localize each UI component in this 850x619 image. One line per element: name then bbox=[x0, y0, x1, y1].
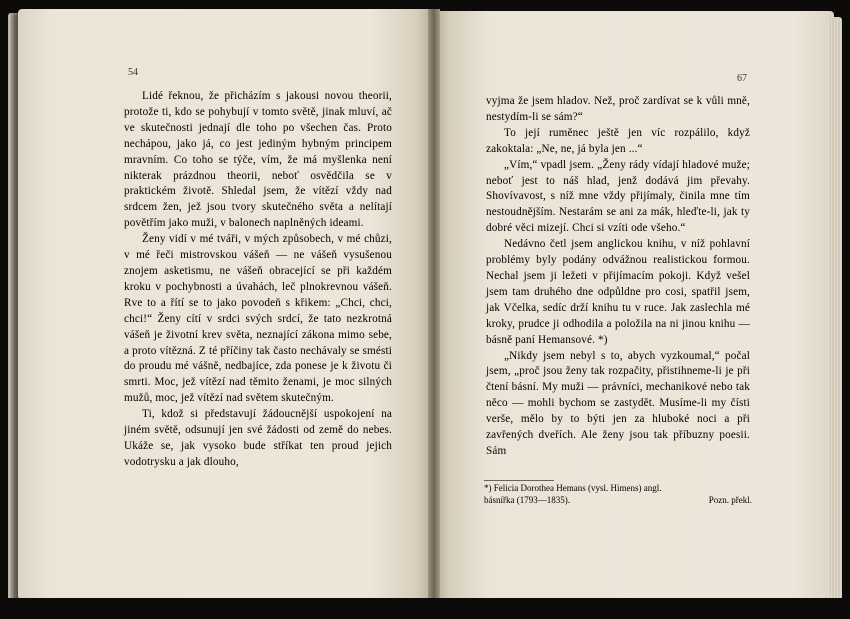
footnote-divider bbox=[484, 480, 554, 481]
footnote-credit: Pozn. překl. bbox=[708, 495, 752, 505]
paragraph: „Nikdy jsem nebyl s to, abych vyzkoumal,“ počal jsem, „proč jsou ženy tak rozpačity, přistihneme-li je při čtení básní. My muži — právníci, mechanikové nebo tak něco — mohli bychom se zastydět. Musíme-li my čísti verše, mělo by to býti jen za hluboké noci a při zavřených dveřích. Ale ženy jsou tak příbuzny poesii. Sám bbox=[486, 349, 750, 457]
paragraph: Ženy vidí v mé tváři, v mých způsobech, v mé chůzi, v mé řeči mistrovskou vášeň — ne vášeň vysušenou znojem asketismu, ne vášeň obracející se při každém kroku v pochybnosti a úvahách, leč plnokrevnou vášeň. Rve to a řítí se to jako povodeň s křikem: „Chci, chci, chci!“ Ženy cítí v srdci svých srdcí, že tato nezkrotná vášeň je životní krev světa, neznající zákona mimo sebe, a proto vítězná. Z té příčiny tak často nechávaly se smésti do proudu mé vášně, nedbajíce, zda ponese je k životu či smrti. Moc, jež vítězí nad těmito ženami, je moc silných mužů, moc, jež vítězí nad světem skutečným. bbox=[124, 233, 392, 405]
paragraph: „Vím,“ vpadl jsem. „Ženy rády vídají hladové muže; neboť jest to náš hlad, jenž dodává jim převahy. Shovívavost, s níž mne vždy přijímaly, činila mne tím nestoudnějším. Nestarám se ani za mák, hleďte-li, jak ty dobré věci mizejí. Chci si vzíti ode všeho.“ bbox=[486, 158, 750, 235]
paragraph: Nedávno četl jsem anglickou knihu, v níž pohlavní problémy byly podány odvážnou realistickou formou. Nechal jsem ji ležeti v přijímacím pokoji. Když vešel jsem tam druhého dne odpůldne pro cosi, spatřil jsem, jak Včelka, sedíc drží knihu tu v ruce. Jak zaslechla mé kroky, prudce ji odhodila a položila na ni jinou knihu — básně paní Hemansové. *) bbox=[486, 238, 750, 346]
right-page-number: 67 bbox=[737, 73, 747, 84]
footnote-line: *) Felicia Dorothea Hemans (vysl. Himens) angl. bbox=[484, 483, 662, 493]
background-shadow bbox=[0, 598, 850, 619]
paragraph: To její ruměnec ještě jen víc rozpálilo, když zakoktala: „Ne, ne, já byla jen ...“ bbox=[486, 126, 750, 155]
left-page-number: 54 bbox=[128, 67, 138, 78]
footnote bbox=[484, 482, 752, 506]
left-page-text bbox=[124, 89, 392, 471]
footnote-line: básnířka (1793—1835). bbox=[484, 495, 570, 505]
right-page-text bbox=[486, 94, 750, 460]
paragraph: Lidé řeknou, že přicházím s jakousi novou theorii, protože ti, kdo se pohybují v tomto světě, jinak mluví, ač ve skutečnosti jednají dle toho po všechen čas. Proto nechápou, jako já, co jest jediným hybným principem mravním. Co toho se týče, vím, že má myšlenka není nikterak prázdnou theorii, neboť osvědčila se v praktickém životě. Shledal jsem, že vítězí vždy nad srdcem žen, jež jsou tvory skutečného světa a nelítají povětřím jako muži, v balonech naplněných ideami. bbox=[124, 90, 392, 230]
paragraph: Ti, kdož si představují žádoucnější uspokojení na jiném světě, odsunují jen své žádosti od země do nebes. Ukáže se, jak vysoko bude stříkat ten proud jejich vodotrysku a jak dlouho, bbox=[124, 408, 392, 468]
paragraph: vyjma že jsem hladov. Než, proč zardívat se k vůli mně, nestydím-li se sám?“ bbox=[486, 95, 750, 123]
right-page-edge bbox=[830, 17, 842, 603]
book-gutter bbox=[428, 9, 440, 605]
